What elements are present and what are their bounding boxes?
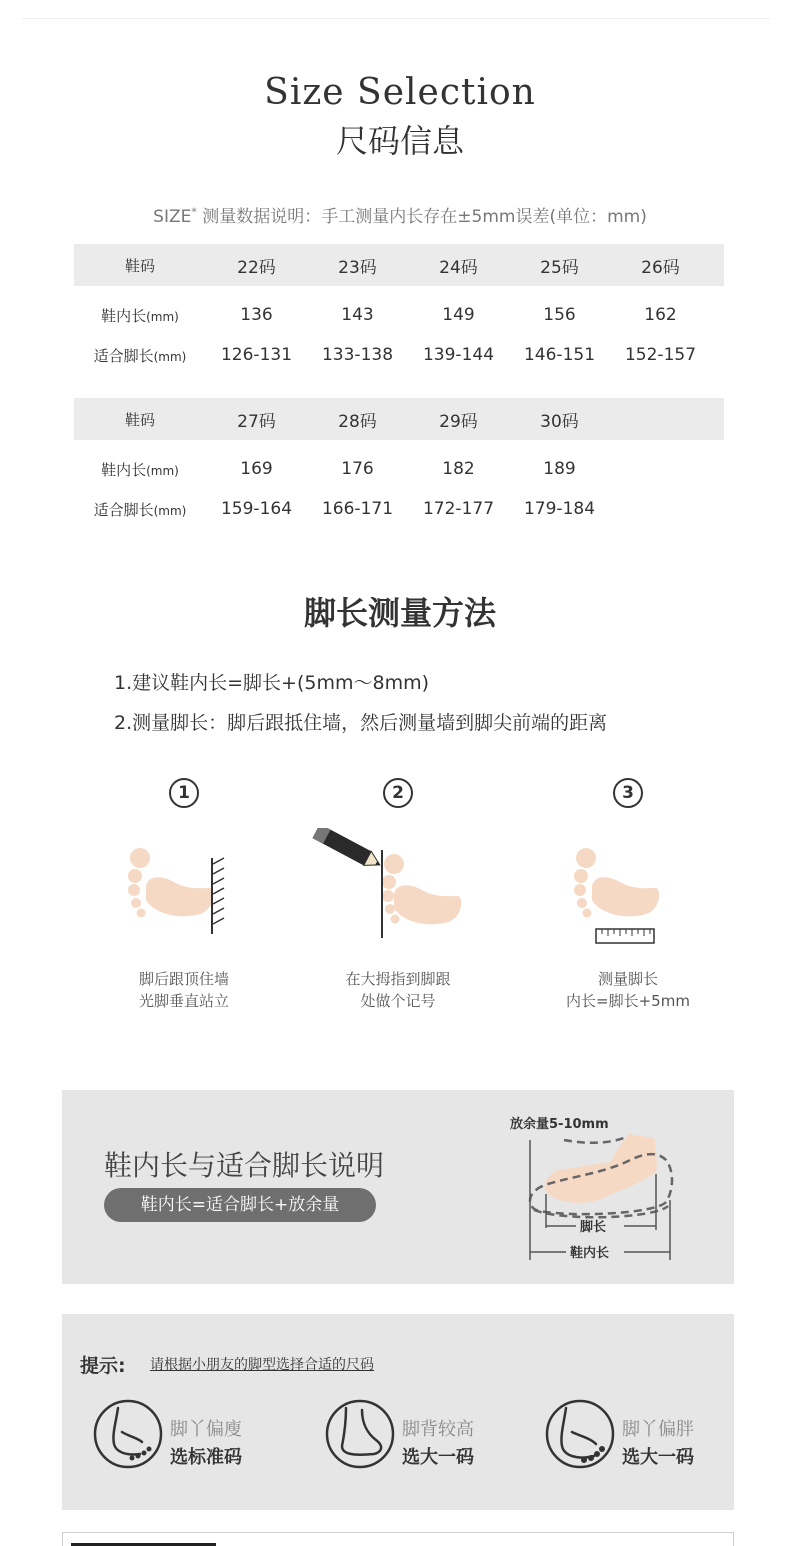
- table-cell: 24码: [439, 257, 478, 278]
- foot-type-line1: 脚丫偏胖: [622, 1419, 694, 1440]
- row-label: 鞋内长(mm): [101, 306, 179, 325]
- table-cell: 149: [442, 305, 475, 325]
- table-cell: 159-164: [220, 499, 293, 519]
- row-label: 鞋内长(mm): [101, 460, 179, 479]
- table-cell: 172-177: [422, 499, 495, 519]
- table-cell: 169: [240, 459, 273, 479]
- diagram-inner-label: 鞋内长: [570, 1246, 610, 1261]
- row-label: 适合脚长(mm): [93, 500, 187, 519]
- foot-type-line1: 脚背较高: [402, 1419, 474, 1440]
- explain-panel: [62, 1090, 734, 1284]
- step-1: [84, 778, 284, 1010]
- table-cell: 162: [644, 305, 677, 325]
- shoe-diagram-icon: [506, 1110, 706, 1280]
- table-cell: 166-171: [321, 499, 394, 519]
- table-cell: 143: [341, 305, 374, 325]
- table-cell: 182: [442, 459, 475, 479]
- thin-foot-icon: [92, 1398, 164, 1470]
- tip-label: 提示:: [80, 1355, 126, 1377]
- high-instep-icon: [324, 1398, 396, 1470]
- step-2: [298, 778, 498, 1010]
- table-cell: 139-144: [422, 345, 495, 365]
- tip-text: 请根据小朋友的脚型选择合适的尺码: [150, 1357, 374, 1373]
- table-header-row: [74, 398, 724, 440]
- step-number: 1: [169, 778, 199, 808]
- table-header-row: [74, 244, 724, 286]
- measurement-note: SIZE* 测量数据说明：手工测量内长存在±5mm误差(单位：mm): [153, 205, 647, 227]
- table-cell: 176: [341, 459, 374, 479]
- tips-panel: [62, 1314, 734, 1510]
- wide-foot-icon: [544, 1398, 616, 1470]
- table-row: [74, 450, 724, 488]
- step-caption: 在大拇指到脚跟 处做个记号: [345, 970, 451, 1010]
- foot-type-high: [324, 1398, 544, 1478]
- page-title-cn: 尺码信息: [335, 122, 464, 160]
- size-table-2: [74, 398, 724, 528]
- step-number: 2: [383, 778, 413, 808]
- foot-ruler-icon: [528, 828, 728, 948]
- diagram-margin-label: 放余量5-10mm: [510, 1117, 609, 1132]
- foot-type-line2: 选大一码: [622, 1447, 694, 1468]
- row-label: 适合脚长(mm): [93, 346, 187, 365]
- foot-type-line1: 脚丫偏廋: [170, 1419, 242, 1440]
- diagram-foot-label: 脚长: [580, 1220, 607, 1235]
- foot-type-line2: 选大一码: [402, 1447, 474, 1468]
- table-cell: 鞋码: [124, 256, 155, 275]
- table-cell: 23码: [338, 257, 377, 278]
- foot-type-line2: 选标准码: [170, 1447, 242, 1468]
- table-row: [74, 490, 724, 528]
- table-cell: 27码: [237, 411, 276, 432]
- table-cell: 鞋码: [124, 410, 155, 429]
- page-title-en: Size Selection: [264, 72, 536, 113]
- table-cell: 25码: [540, 257, 579, 278]
- table-cell: 28码: [338, 411, 377, 432]
- foot-type-thin: [92, 1398, 312, 1478]
- table-cell: 30码: [540, 411, 579, 432]
- measure-tip-2: 2.测量脚长：脚后跟抵住墙，然后测量墙到脚尖前端的距离: [114, 712, 608, 734]
- step-number: 3: [613, 778, 643, 808]
- foot-wall-icon: [84, 828, 284, 948]
- table-cell: 126-131: [220, 345, 293, 365]
- table-cell: 146-151: [523, 345, 596, 365]
- next-section-frame: [62, 1532, 734, 1546]
- table-cell: 179-184: [523, 499, 596, 519]
- step-caption: 测量脚长 内长=脚长+5mm: [566, 970, 690, 1010]
- table-row: [74, 296, 724, 334]
- table-cell: 133-138: [321, 345, 394, 365]
- foot-pencil-icon: [298, 828, 498, 948]
- table-cell: 136: [240, 305, 273, 325]
- table-cell: 29码: [439, 411, 478, 432]
- step-3: [528, 778, 728, 1010]
- table-cell: 22码: [237, 257, 276, 278]
- measure-tip-1: 1.建议鞋内长=脚长+(5mm～8mm): [114, 672, 430, 694]
- formula-pill: 鞋内长=适合脚长+放余量: [104, 1188, 376, 1222]
- table-cell: 26码: [641, 257, 680, 278]
- measure-title: 脚长测量方法: [303, 594, 496, 632]
- explain-title: 鞋内长与适合脚长说明: [104, 1149, 385, 1182]
- table-cell: 152-157: [624, 345, 697, 365]
- size-table-1: [74, 244, 724, 374]
- table-cell: 189: [543, 459, 576, 479]
- table-cell: 156: [543, 305, 576, 325]
- step-caption: 脚后跟顶住墙 光脚垂直站立: [138, 970, 229, 1010]
- foot-type-wide: [544, 1398, 764, 1478]
- table-row: [74, 336, 724, 374]
